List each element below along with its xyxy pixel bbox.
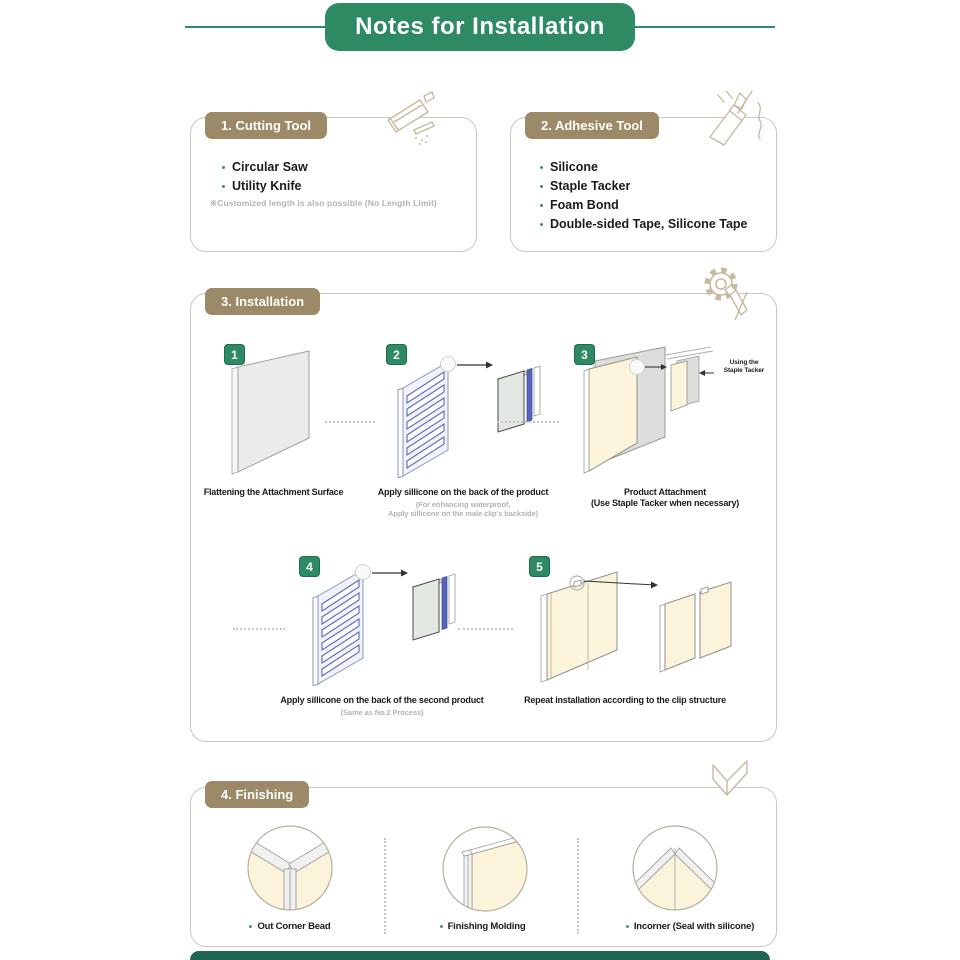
adhesive-tool-label: 2. Adhesive Tool	[525, 112, 659, 139]
step3-attachment-diagram	[565, 345, 715, 485]
bullet-dot	[540, 204, 543, 207]
silicone-tube-icon	[700, 85, 772, 153]
cutting-tool-list	[222, 160, 308, 198]
step-badge-5: 5	[529, 556, 550, 577]
step-badge-1: 1	[224, 344, 245, 365]
cutting-tool-label: 1. Cutting Tool	[205, 112, 327, 139]
step3-annotation: Using the Staple Tacker	[723, 359, 765, 374]
header-line-right	[635, 26, 775, 28]
out-corner-bead-diagram	[245, 823, 335, 913]
cutting-tool-note: ※Customized length is also possible (No Length Limit)	[210, 198, 437, 208]
bullet-dot	[249, 925, 252, 928]
bullet-dot	[540, 223, 543, 226]
utility-knife-icon	[380, 90, 438, 150]
step3-caption-block	[565, 487, 765, 509]
finishing-item-caption: Finishing Molding	[415, 921, 550, 932]
finishing-label: 4. Finishing	[205, 781, 309, 808]
page-title-banner	[325, 3, 635, 51]
finishing-molding-diagram	[440, 824, 530, 914]
list-item: Silicone	[540, 160, 748, 174]
bullet-dot	[222, 185, 225, 188]
incorner-diagram	[630, 823, 720, 913]
list-item: Double-sided Tape, Silicone Tape	[540, 217, 748, 231]
list-item: Staple Tacker	[540, 179, 748, 193]
installation-label: 3. Installation	[205, 288, 320, 315]
step3-caption: Product Attachment	[623, 487, 707, 497]
bullet-dot	[540, 185, 543, 188]
step4-caption-block	[272, 695, 492, 717]
finishing-item-caption: Incorner (Seal with silicone)	[605, 921, 775, 932]
corner-molding-icon	[703, 757, 753, 815]
step-badge-4: 4	[299, 556, 320, 577]
list-item: Circular Saw	[222, 160, 308, 174]
list-item: Utility Knife	[222, 179, 308, 193]
dotted-separator	[325, 421, 375, 423]
bullet-dot	[222, 166, 225, 169]
finishing-item-caption: Out Corner Bead	[225, 921, 355, 932]
dotted-separator	[458, 628, 513, 630]
dotted-separator	[233, 628, 285, 630]
step5-caption: Repeat installation according to the clip structure	[524, 695, 726, 705]
dotted-separator-vertical	[577, 838, 579, 934]
step4-silicone-diagram	[287, 558, 467, 686]
step2-silicone-diagram	[372, 350, 552, 478]
dotted-separator	[497, 421, 559, 423]
step-badge-2: 2	[386, 344, 407, 365]
step3-caption-line2: (Use Staple Tacker when necessary)	[590, 498, 740, 508]
step4-caption: Apply sillicone on the back of the second product	[280, 695, 484, 705]
header-line-left	[185, 26, 325, 28]
step2-caption: Apply sillicone on the back of the product	[377, 487, 549, 497]
page-title: Notes for Installation	[355, 13, 605, 40]
bullet-dot	[440, 925, 443, 928]
adhesive-tool-list	[540, 160, 748, 236]
next-section-banner-partial	[190, 951, 770, 960]
step1-panel-diagram	[225, 345, 345, 480]
bullet-dot	[626, 925, 629, 928]
step4-subcaption: (Same as No.2 Process)	[340, 708, 424, 717]
dotted-separator-vertical	[384, 838, 386, 934]
step5-repeat-diagram	[525, 558, 760, 696]
step2-subcaption: (For enhancing waterproof, Apply sillicone on the male clip's backside)	[388, 500, 538, 518]
gear-wrench-icon	[697, 264, 755, 326]
step-badge-3: 3	[574, 344, 595, 365]
bullet-dot	[540, 166, 543, 169]
step1-caption: Flattening the Attachment Surface	[203, 487, 344, 497]
step2-caption-block	[363, 487, 563, 518]
list-item: Foam Bond	[540, 198, 748, 212]
